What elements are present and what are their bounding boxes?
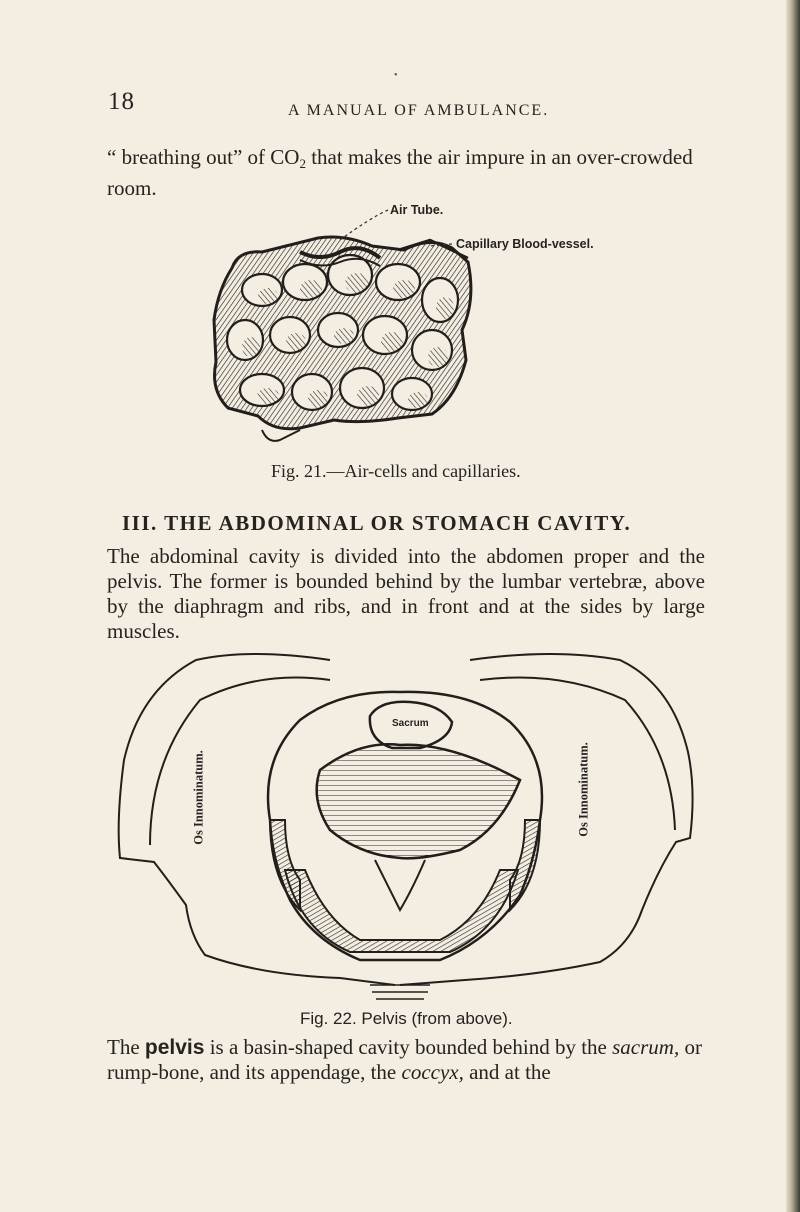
term-sacrum: sacrum, — [612, 1035, 680, 1059]
paragraph-abdominal-cavity: The abdominal cavity is divided into the abdomen proper and the pelvis. The former is bounded behind by the lumbar vertebræ, above by the diaphragm and ribs, and in front and at the sides by large muscles. — [107, 544, 705, 643]
air-tube-label: Air Tube. — [390, 203, 444, 217]
os-innominatum-right-label: Os Innominatum. — [576, 742, 591, 837]
printer-mark: • — [394, 70, 398, 81]
figure-22-caption: Fig. 22. Pelvis (from above). — [300, 1009, 513, 1028]
para3-text-1: The — [107, 1035, 145, 1059]
page-number: 18 — [108, 88, 135, 115]
capillary-label: Capillary Blood-vessel. — [456, 237, 594, 251]
co2-subscript: 2 — [299, 156, 306, 171]
figure-21-caption: Fig. 21.—Air-cells and capillaries. — [271, 461, 521, 481]
para3-text-4: and at the — [463, 1060, 551, 1084]
paragraph-pelvis — [107, 1035, 705, 1085]
os-innominatum-left-label: Os Innominatum. — [191, 750, 206, 845]
para3-text-2: is a basin-shaped cavity bounded behind by the — [204, 1035, 613, 1059]
section-heading: III. THE ABDOMINAL OR STOMACH CAVITY. — [122, 511, 632, 535]
term-coccyx: coccyx, — [401, 1060, 464, 1084]
para1-text-after: that makes the air impure in an over-crowded room. — [107, 145, 693, 200]
para1-text-before: “ breathing out” of CO — [107, 145, 300, 169]
running-head: A MANUAL OF AMBULANCE. — [288, 102, 550, 119]
para3-text-3: or rump-bone, and its appendage, the — [107, 1035, 702, 1084]
sacrum-label: Sacrum — [392, 718, 429, 729]
term-pelvis: pelvis — [144, 1036, 205, 1059]
coccyx-shape — [375, 860, 425, 910]
